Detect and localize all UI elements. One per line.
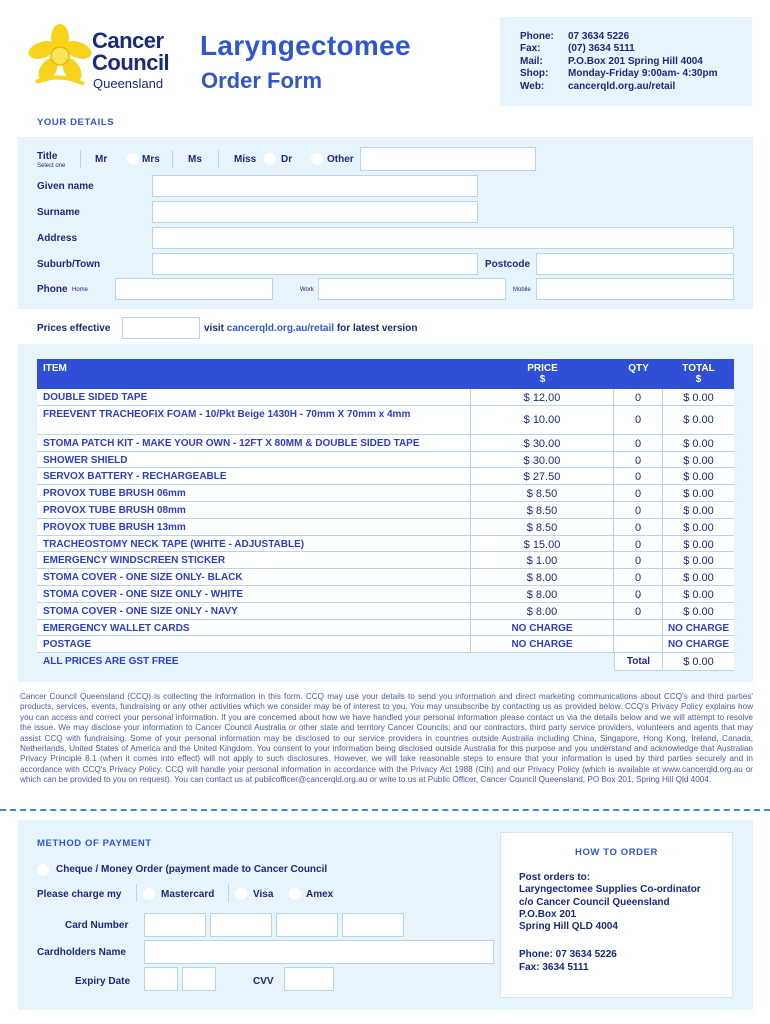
table-row (37, 519, 734, 536)
expiry-year-input[interactable] (182, 967, 216, 991)
payment-heading: METHOD OF PAYMENT (37, 838, 152, 849)
address-input[interactable] (152, 227, 734, 249)
address-label: Address (37, 233, 78, 244)
item-price: $ 8.00 (471, 586, 614, 603)
header-price-unit: $ (539, 374, 546, 385)
post-orders-to: Post orders to: (519, 872, 591, 883)
po-box-line: P.O.Box 201 (519, 908, 577, 920)
expiry-label: Expiry Date (75, 976, 131, 987)
item-price: NO CHARGE (471, 636, 614, 653)
home-label: Home (72, 287, 89, 293)
table-row (37, 636, 734, 653)
header-total (663, 363, 734, 385)
table-row (37, 435, 734, 452)
title-separator (218, 150, 219, 168)
charge-label: Please charge my (37, 889, 122, 900)
care-of-line: c/o Cancer Council Queensland (519, 896, 670, 908)
charge-separator (136, 884, 137, 902)
item-qty-input[interactable]: 0 (614, 435, 663, 452)
item-name: STOMA COVER - ONE SIZE ONLY - WHITE (37, 586, 471, 603)
item-qty-input[interactable]: 0 (614, 389, 663, 406)
table-row (37, 586, 734, 603)
title-option-mr[interactable]: Mr (95, 154, 108, 165)
visit-pre: visit (204, 323, 225, 334)
mobile-label: Mobile (513, 287, 531, 293)
title-hint: Select one (37, 163, 66, 169)
shop-value: Monday-Friday 9:00am- 4:30pm (568, 68, 718, 80)
order-fax: Fax: 3634 5111 (519, 961, 589, 973)
item-price: $ 27.50 (471, 468, 614, 485)
item-price: $ 30.00 (471, 452, 614, 469)
fax-value: (07) 3634 5111 (568, 43, 635, 55)
postcode-label: Postcode (485, 259, 531, 270)
title-radio-mrs[interactable] (127, 153, 139, 165)
item-total: $ 0.00 (663, 502, 734, 519)
table-row (37, 569, 734, 586)
table-row (37, 485, 734, 502)
item-name: PROVOX TUBE BRUSH 06mm (37, 485, 471, 502)
title-radio-other[interactable] (311, 153, 323, 165)
card-number-block-1[interactable] (144, 913, 206, 937)
item-name: PROVOX TUBE BRUSH 08mm (37, 502, 471, 519)
amex-radio[interactable] (289, 888, 301, 900)
visit-post: for latest version (336, 323, 418, 334)
logo-text-council: Council (92, 50, 170, 75)
item-price: $ 15.00 (471, 536, 614, 553)
item-qty-input[interactable]: 0 (614, 485, 663, 502)
item-name: STOMA PATCH KIT - MAKE YOUR OWN - 12FT X 80MM & DOUBLE SIDED TAPE (37, 435, 471, 452)
item-total: $ 0.00 (663, 552, 734, 569)
order-table (37, 359, 734, 671)
item-qty-input[interactable]: 0 (614, 519, 663, 536)
cvv-input[interactable] (284, 967, 334, 991)
gst-note: ALL PRICES ARE GST FREE (43, 656, 179, 668)
given-name-label: Given name (37, 181, 94, 192)
table-row (37, 620, 734, 637)
item-qty-input[interactable]: 0 (614, 586, 663, 603)
privacy-statement: Cancer Council Queensland (CCQ) is collecting the information in this form. CCQ may use your details to send you information and direct marketing communications about CCQ's and third parties' products, services, events, fundraising or any other activities which we consider may be of interest to you. You may unsubscribe by contacting us as provided below. CCQ's Privacy Policy explains how you can access and correct your personal information. If you are concerned about how we have handled your personal information please contact us via the details below and we will attempt to resolve the issue. We may disclose your information to Cancer Council Australia or other state and territory Cancer Councils; and our contractors, third party service providers, volunteers and agents that may assist CCQ with fundraising. Some of your personal information may be disclosed to our service providers in countries outside Australia including China, Singapore, Hong Kong, Ireland, Canada, Netherlands, United States of America and the United Kingdom. You consent to your information being disclosed outside Australia for this purpose and you understand and acknowledge that Australian Privacy Principle 8.1 (when it comes into effect) will not apply to such disclosures. However, we will take reasonable steps to ensure that your information is used by third parties securely and in accordance with CCQ's Privacy Policy. CCQ will handle your personal information in accordance with the Privacy Act 1988 (Cth) and our Privacy Policy (which is available at www.cancerqld.org.au or which can be provided to you on request). You can contact us at publicofficer@cancerqld.org.au or write to us at Public Officer, Cancer Council Queensland, PO Box 201, Spring Hill Qld 4004. (20, 692, 753, 785)
prices-effective-label: Prices effective (37, 323, 111, 334)
phone-field-label: Phone (37, 284, 68, 295)
item-price: $ 8.50 (471, 502, 614, 519)
item-total: $ 0.00 (663, 435, 734, 452)
daffodil-icon (28, 24, 92, 90)
page-subtitle: Order Form (201, 68, 323, 93)
prices-effective-input[interactable] (122, 317, 200, 339)
item-total: $ 0.00 (663, 569, 734, 586)
how-to-order-title: HOW TO ORDER (574, 847, 659, 858)
surname-label: Surname (37, 207, 80, 218)
title-radio-dr[interactable] (264, 153, 276, 165)
item-name: STOMA COVER - ONE SIZE ONLY - NAVY (37, 603, 471, 620)
suburb-line: Spring Hill QLD 4004 (519, 921, 618, 933)
item-qty-input[interactable]: 0 (614, 406, 663, 435)
item-qty-input[interactable]: 0 (614, 502, 663, 519)
item-name: PROVOX TUBE BRUSH 13mm (37, 519, 471, 536)
item-price: $ 8.00 (471, 569, 614, 586)
item-qty-input[interactable] (614, 636, 663, 653)
logo-text-cancer: Cancer (92, 28, 164, 53)
total-value-cell (663, 653, 734, 671)
mobile-phone-input[interactable] (536, 278, 734, 300)
item-qty-input[interactable]: 0 (614, 452, 663, 469)
your-details-heading: YOUR DETAILS (37, 117, 115, 128)
item-price: $ 8.50 (471, 519, 614, 536)
item-total: $ 0.00 (663, 536, 734, 553)
table-body (37, 389, 734, 653)
item-name: SERVOX BATTERY - RECHARGEABLE (37, 468, 471, 485)
cut-line-divider (0, 809, 770, 811)
header-item: ITEM (43, 363, 67, 374)
item-total: $ 0.00 (663, 452, 734, 469)
item-price: $ 1.00 (471, 552, 614, 569)
title-other-input[interactable] (360, 147, 536, 171)
cardholder-input[interactable] (144, 940, 494, 964)
item-qty-input[interactable]: 0 (614, 468, 663, 485)
title-option-ms[interactable]: Ms (188, 154, 202, 165)
work-phone-input[interactable] (318, 278, 506, 300)
item-total: $ 0.00 (663, 406, 734, 435)
item-name: EMERGENCY WALLET CARDS (37, 620, 471, 637)
item-name: POSTAGE (37, 636, 471, 653)
item-price: $ 8.00 (471, 603, 614, 620)
item-name: FREEVENT TRACHEOFIX FOAM - 10/Pkt Beige 1430H - 70mm X 70mm x 4mm (37, 406, 471, 435)
table-row (37, 406, 734, 435)
item-qty-input[interactable]: 0 (614, 536, 663, 553)
item-name: TRACHEOSTOMY NECK TAPE (WHITE - ADJUSTABLE) (37, 536, 471, 553)
cheque-label[interactable]: Cheque / Money Order (payment made to Cancer Council (56, 864, 328, 875)
visit-link[interactable]: cancerqld.org.au/retail (226, 323, 335, 334)
card-number-block-3[interactable] (276, 913, 338, 937)
title-label: Title (37, 151, 58, 162)
item-total: $ 0.00 (663, 468, 734, 485)
phone-value: 07 3634 5226 (568, 31, 630, 42)
given-name-input[interactable] (152, 175, 478, 197)
item-price: $ 12.00 (471, 389, 614, 406)
table-row (37, 552, 734, 569)
item-name: EMERGENCY WINDSCREEN STICKER (37, 552, 471, 569)
visa-radio[interactable] (235, 888, 247, 900)
total-label-cell (614, 653, 663, 671)
item-qty-input[interactable]: 0 (614, 603, 663, 620)
card-number-label: Card Number (65, 920, 129, 931)
contact-labels (520, 31, 554, 93)
item-name: SHOWER SHIELD (37, 452, 471, 469)
contact-values (568, 31, 718, 93)
amex-label[interactable]: Amex (306, 889, 334, 900)
item-qty-input[interactable]: 0 (614, 552, 663, 569)
item-total: $ 0.00 (663, 485, 734, 502)
item-total: NO CHARGE (663, 636, 734, 653)
header-total-unit: $ (695, 374, 702, 385)
card-number-block-2[interactable] (210, 913, 272, 937)
title-option-other[interactable]: Other (327, 154, 354, 165)
item-price: NO CHARGE (471, 620, 614, 637)
item-total: $ 0.00 (663, 586, 734, 603)
total-label: Total (626, 656, 651, 668)
web-label: Web: (520, 80, 545, 92)
title-option-dr[interactable]: Dr (281, 154, 293, 165)
table-row (37, 389, 734, 406)
visit-note (204, 323, 417, 334)
coordinator-line: Laryngectomee Supplies Co-ordinator (519, 884, 701, 896)
cancer-council-logo (28, 22, 188, 94)
title-separator (80, 150, 81, 168)
table-row (37, 536, 734, 553)
web-value[interactable]: cancerqld.org.au/retail (568, 80, 676, 92)
postcode-input[interactable] (536, 253, 734, 275)
work-label: Work (300, 287, 314, 293)
logo-text-queensland: Queensland (93, 76, 164, 91)
cardholder-label: Cardholders Name (37, 947, 126, 958)
card-number-block-4[interactable] (342, 913, 404, 937)
item-qty-input[interactable]: 0 (614, 569, 663, 586)
title-option-mrs[interactable]: Mrs (142, 154, 160, 165)
mastercard-label[interactable]: Mastercard (161, 889, 215, 900)
item-total: $ 0.00 (663, 389, 734, 406)
header-price-label: PRICE (527, 363, 558, 374)
item-price: $ 30.00 (471, 435, 614, 452)
table-row (37, 452, 734, 469)
header-qty: QTY (628, 363, 649, 374)
table-footer-row (37, 653, 734, 671)
cheque-radio[interactable] (37, 864, 49, 876)
item-total: NO CHARGE (663, 620, 734, 637)
item-price: $ 8.50 (471, 485, 614, 502)
header-total-label: TOTAL (682, 363, 715, 374)
shop-label: Shop: (520, 68, 549, 80)
fax-label: Fax: (520, 43, 541, 55)
suburb-label: Suburb/Town (37, 259, 101, 270)
item-total: $ 0.00 (663, 603, 734, 620)
item-name: DOUBLE SIDED TAPE (37, 389, 471, 406)
mail-value: P.O.Box 201 Spring Hill 4004 (568, 55, 703, 67)
visa-label[interactable]: Visa (253, 889, 274, 900)
item-total: $ 0.00 (663, 519, 734, 536)
table-row (37, 468, 734, 485)
phone-label: Phone: (520, 31, 554, 42)
grand-total-value: $ 0.00 (683, 656, 714, 669)
suburb-input[interactable] (152, 253, 478, 275)
page-title: Laryngectomee (200, 30, 411, 61)
item-qty-input[interactable] (614, 620, 663, 637)
item-price: $ 10.00 (471, 406, 614, 435)
header-price (471, 363, 614, 385)
title-option-miss[interactable]: Miss (234, 154, 257, 165)
mastercard-radio[interactable] (143, 888, 155, 900)
charge-separator (228, 884, 229, 902)
home-phone-input[interactable] (115, 278, 273, 300)
table-row (37, 603, 734, 620)
order-phone: Phone: 07 3634 5226 (519, 949, 617, 961)
table-row (37, 502, 734, 519)
how-to-order-body (519, 872, 701, 974)
cvv-label: CVV (253, 976, 274, 987)
title-separator (172, 150, 173, 168)
item-name: STOMA COVER - ONE SIZE ONLY- BLACK (37, 569, 471, 586)
mail-label: Mail: (520, 55, 543, 67)
surname-input[interactable] (152, 201, 478, 223)
expiry-month-input[interactable] (144, 967, 178, 991)
table-header (37, 359, 734, 389)
